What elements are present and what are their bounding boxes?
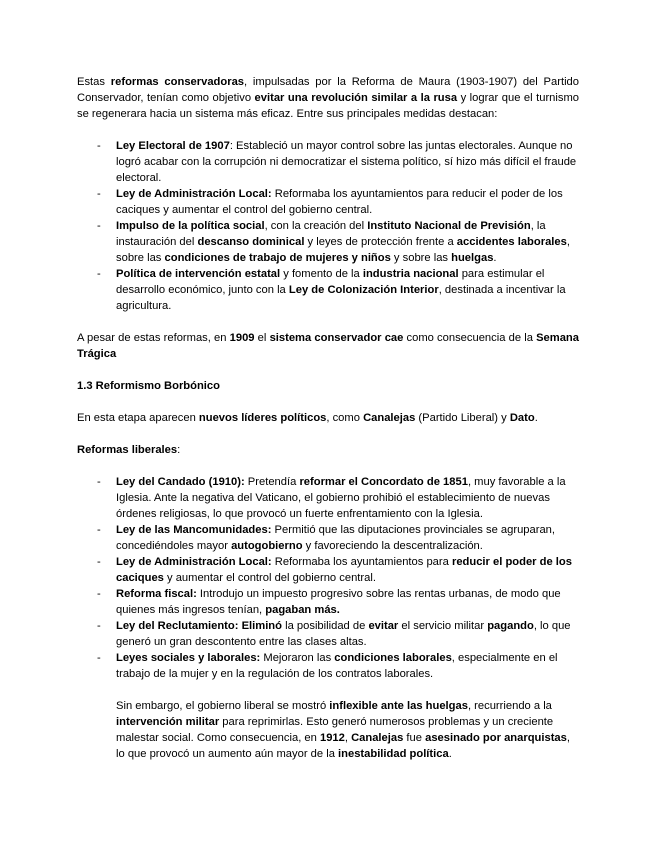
item-title: Ley de Administración Local: xyxy=(116,188,272,200)
text: fue xyxy=(403,732,426,744)
item-bold: industria nacional xyxy=(362,268,459,280)
list-item: - Reforma fiscal: Introdujo un impuesto progresivo sobre las rentas urbanas, de modo que quienes más ingresos tenían, pagaban más. xyxy=(97,588,561,616)
bold: Semana Trágica xyxy=(77,332,579,360)
item-text: , sobre las xyxy=(116,236,570,264)
item-bold: pagando xyxy=(487,620,534,632)
intro-bold: reformas conservadoras xyxy=(110,76,245,88)
bold: inestabilidad política xyxy=(338,748,449,760)
text: : xyxy=(177,444,181,456)
item-title: Reforma fiscal: xyxy=(116,588,197,600)
intro-paragraph xyxy=(77,74,579,122)
bold: intervención militar xyxy=(116,716,220,728)
item-text: , muy favorable a la Iglesia. Ante la negativa del Vaticano, el gobierno prohibió el establecimiento de nuevas órdenes religiosas, lo que provocó un fuerte enfrentamiento con la Iglesia. xyxy=(116,476,566,520)
text: (Partido Liberal) y xyxy=(415,412,510,424)
item-text: Introdujo un impuesto progresivo sobre las rentas urbanas, de modo que quienes más ingresos tenían, xyxy=(116,588,561,616)
item-bold: evitar xyxy=(368,620,399,632)
item-bold: Instituto Nacional de Previsión xyxy=(367,220,531,232)
item-bold: descanso dominical xyxy=(197,236,305,248)
item-text: Reformaba los ayuntamientos para reducir el poder de los caciques y aumentar el control del gobierno central. xyxy=(116,188,563,216)
item-text: , lo que generó un gran descontento entre las clases altas. xyxy=(116,620,571,648)
item-bold: condiciones de trabajo de mujeres y niños xyxy=(164,252,391,264)
bold: Reformas liberales xyxy=(77,444,178,456)
bold: Dato xyxy=(509,412,535,424)
conclusion-paragraph xyxy=(77,330,579,362)
item-text: y fomento de la xyxy=(280,268,363,280)
item-text: el servicio militar xyxy=(398,620,488,632)
item-title: Impulso de la política social xyxy=(116,220,265,232)
bold: sistema conservador cae xyxy=(269,332,404,344)
text: , recurriendo a la xyxy=(467,700,552,712)
text: . xyxy=(448,748,452,760)
list-item: - Impulso de la política social, con la creación del Instituto Nacional de Previsión, la instauración del descanso dominical y leyes de protección frente a accidentes laborales, sobre las condiciones de trabajo de mujeres y niños y sobre las huelgas. xyxy=(97,220,570,264)
list-item: - Política de intervención estatal y fomento de la industria nacional para estimular el desarrollo económico, junto con la Ley de Colonización Interior, destinada a incentivar la agricultura. xyxy=(97,268,566,312)
bold: nuevos líderes políticos xyxy=(198,412,327,424)
bold: asesinado por anarquistas xyxy=(425,732,567,744)
item-title: Ley del Candado (1910): xyxy=(116,476,245,488)
item-title: Ley Electoral de 1907 xyxy=(116,140,230,152)
item-text: para estimular el desarrollo económico, junto con la xyxy=(116,268,545,296)
list-item: - Ley de las Mancomunidades: Permitió que las diputaciones provinciales se agruparan, concediéndoles mayor autogobierno y favoreciendo la descentralización. xyxy=(97,524,556,552)
intro-bold: evitar una revolución similar a la rusa xyxy=(254,92,458,104)
text: el xyxy=(254,332,270,344)
item-text: Reformaba los ayuntamientos para xyxy=(271,556,452,568)
item-text: y aumentar el control del gobierno central. xyxy=(163,572,376,584)
bold: Canalejas xyxy=(351,732,404,744)
list-item: - Ley Electoral de 1907: Estableció un mayor control sobre las juntas electorales. Aunque no logró acabar con la corrupción ni democratizar el sistema político, sí hizo más difícil el fraude electoral. xyxy=(97,140,577,184)
item-bold: reducir el poder de los caciques xyxy=(116,556,572,584)
item-text: : Estableció un mayor control sobre las juntas electorales. Aunque no logró acabar con la corrupción ni democratizar el sistema político, sí hizo más difícil el fraude electoral. xyxy=(116,140,577,184)
item-text: y leyes de protección frente a xyxy=(304,236,457,248)
bold: Canalejas xyxy=(363,412,416,424)
item-bold: condiciones laborales xyxy=(334,652,452,664)
item-title: Ley del Reclutamiento: xyxy=(116,620,239,632)
item-bold: accidentes laborales xyxy=(456,236,567,248)
item-title: Ley de las Mancomunidades: xyxy=(116,524,272,536)
text: , como xyxy=(326,412,364,424)
document-page xyxy=(77,74,579,762)
item-text: la posibilidad de xyxy=(281,620,369,632)
text: como consecuencia de la xyxy=(403,332,537,344)
text: , xyxy=(344,732,352,744)
item-text: , con la creación del xyxy=(264,220,368,232)
text: , lo que provocó un aumento aún mayor de la xyxy=(116,732,570,760)
conservative-measures-list xyxy=(77,138,579,314)
item-text: y sobre las xyxy=(390,252,452,264)
item-text: Permitió que las diputaciones provinciales se agruparan, concediéndoles mayor xyxy=(116,524,556,552)
item-text: Mejoraron las xyxy=(260,652,335,664)
list-item: - Ley del Reclutamiento: Eliminó la posibilidad de evitar el servicio militar pagando, lo que generó un gran descontento entre las clases altas. xyxy=(97,620,571,648)
item-bold: huelgas xyxy=(451,252,494,264)
item-bold: autogobierno xyxy=(231,540,303,552)
list-item: - Leyes sociales y laborales: Mejoraron las condiciones laborales, especialmente en el trabajo de la mujer y en la regulación de los contratos laborales. xyxy=(97,652,558,680)
bold: 1909 xyxy=(229,332,255,344)
liberal-heading xyxy=(77,442,579,458)
intro-text: Estas xyxy=(77,76,111,88)
list-item: - Ley del Candado (1910): Pretendía reformar el Concordato de 1851, muy favorable a la Iglesia. Ante la negativa del Vaticano, el gobierno prohibió el establecimiento de nuevas órdenes religiosas, lo que provocó un fuerte enfrentamiento con la Iglesia. xyxy=(97,476,566,520)
item-title: Leyes sociales y laborales: xyxy=(116,652,261,664)
list-item: - Ley de Administración Local: Reformaba los ayuntamientos para reducir el poder de los caciques y aumentar el control del gobierno central. xyxy=(97,188,563,216)
item-bold: pagaban más. xyxy=(265,604,340,616)
intro-text: y lograr que el turnismo se regenerara hacia un sistema más eficaz. Entre sus principales medidas destacan: xyxy=(77,92,580,120)
item-text: , especialmente en el trabajo de la mujer y en la regulación de los contratos laborales. xyxy=(116,652,558,680)
item-title: Política de intervención estatal xyxy=(116,268,281,280)
closing-paragraph xyxy=(77,698,579,762)
item-title: Ley de Administración Local: xyxy=(116,556,272,568)
section-heading-text: 1.3 Reformismo Borbónico xyxy=(77,380,220,392)
text: En esta etapa aparecen xyxy=(77,412,199,424)
intro-text: , impulsadas por la Reforma de Maura (1903-1907) del Partido Conservador, tenían como objetivo xyxy=(77,76,579,104)
list-item: - Ley de Administración Local: Reformaba los ayuntamientos para reducir el poder de los caciques y aumentar el control del gobierno central. xyxy=(97,556,572,584)
text: A pesar de estas reformas, en xyxy=(77,332,230,344)
section-heading xyxy=(77,378,579,394)
item-bold: Ley de Colonización Interior xyxy=(288,284,439,296)
item-text: , destinada a incentivar la agricultura. xyxy=(116,284,566,312)
item-bold: Eliminó xyxy=(241,620,282,632)
liberal-measures-list xyxy=(77,474,579,682)
text: Sin embargo, el gobierno liberal se mostró xyxy=(116,700,330,712)
item-bold: reformar el Concordato de 1851 xyxy=(299,476,468,488)
bold: 1912 xyxy=(319,732,345,744)
text: . xyxy=(534,412,538,424)
item-text: Pretendía xyxy=(244,476,300,488)
item-text: . xyxy=(493,252,497,264)
text: para reprimirlas. Esto generó numerosos problemas y un creciente malestar social. Como consecuencia, en xyxy=(116,716,554,744)
item-text: y favoreciendo la descentralización. xyxy=(302,540,483,552)
item-text: , la instauración del xyxy=(116,220,546,248)
leaders-paragraph xyxy=(77,410,579,426)
bold: inflexible ante las huelgas xyxy=(329,700,468,712)
